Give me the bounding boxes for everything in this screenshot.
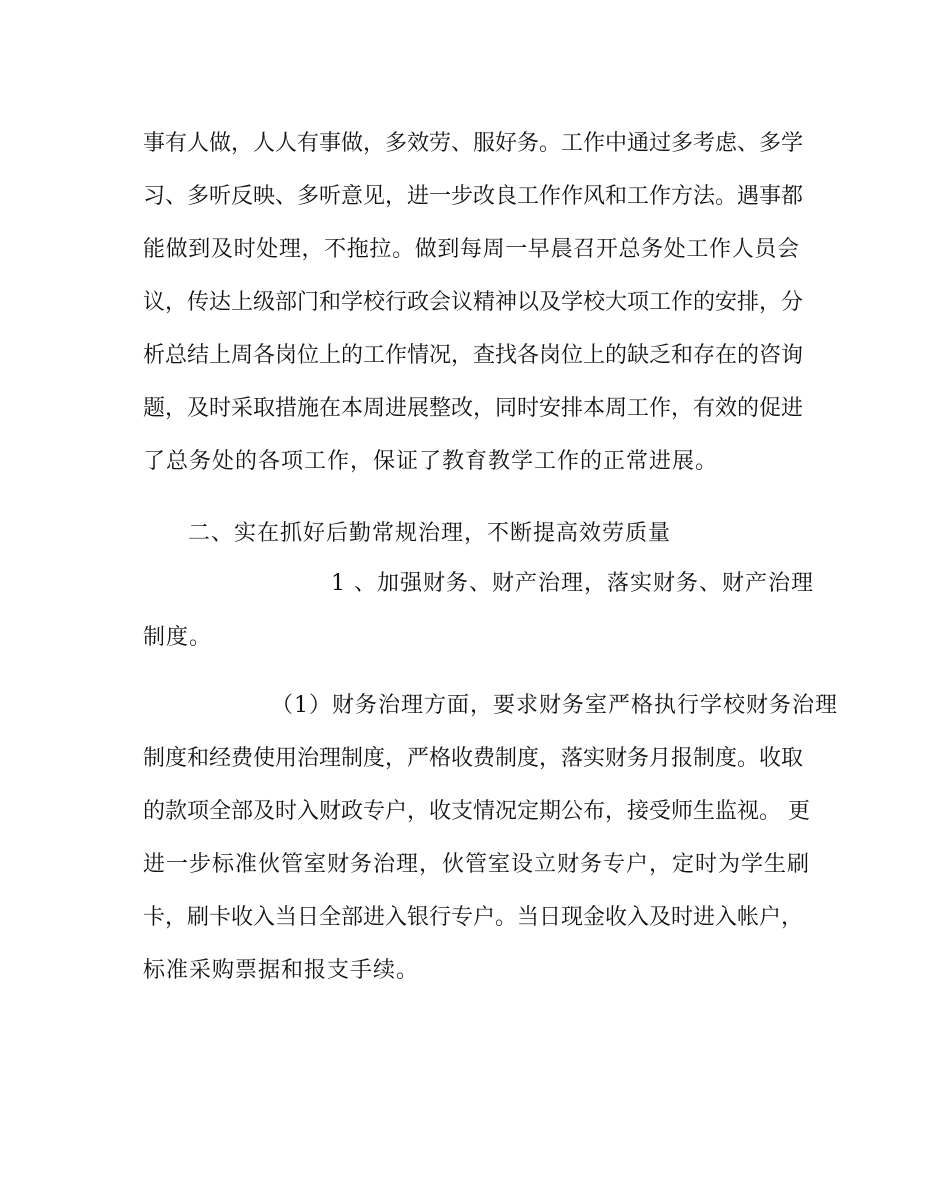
- paragraph-2-line: 的款项全部及时入财政专户，收支情况定期公布，接受师生监视。 更: [143, 799, 810, 824]
- subsection-heading-continued: 制度。: [143, 625, 213, 650]
- paragraph-2-line: 进一步标准伙管室财务治理，伙管室设立财务专户，定时为学生刷: [143, 852, 811, 877]
- subsection-heading: 1 、加强财务、财产治理，落实财务、财产治理: [331, 571, 814, 596]
- paragraph-2-first-line: （1）财务治理方面，要求财务室严格执行学校财务治理: [271, 693, 838, 718]
- paragraph-2-line: 卡，刷卡收入当日全部进入银行专户。当日现金收入及时进入帐户，: [143, 905, 804, 930]
- paragraph-1-line: 析总结上周各岗位上的工作情况，查找各岗位上的缺乏和存在的咨询: [143, 343, 804, 368]
- paragraph-1-line: 议，传达上级部门和学校行政会议精神以及学校大项工作的安排，分: [143, 290, 804, 315]
- section-heading: 二、实在抓好后勤常规治理，不断提高效劳质量: [188, 521, 672, 546]
- paragraph-2-line: 制度和经费使用治理制度，严格收费制度，落实财务月报制度。收取: [143, 746, 804, 771]
- paragraph-1-line: 题，及时采取措施在本周进展整改，同时安排本周工作，有效的促进: [143, 396, 804, 421]
- paragraph-1-line: 习、多听反映、多听意见，进一步改良工作作风和工作方法。遇事都: [143, 184, 804, 209]
- paragraph-1-line: 了总务处的各项工作，保证了教育教学工作的正常进展。: [143, 449, 719, 474]
- paragraph-1-line: 事有人做，人人有事做，多效劳、服好务。工作中通过多考虑、多学: [143, 131, 804, 156]
- paragraph-1-line: 能做到及时处理，不拖拉。做到每周一早晨召开总务处工作人员会: [143, 237, 799, 262]
- paragraph-2-line: 标准采购票据和报支手续。: [143, 958, 420, 983]
